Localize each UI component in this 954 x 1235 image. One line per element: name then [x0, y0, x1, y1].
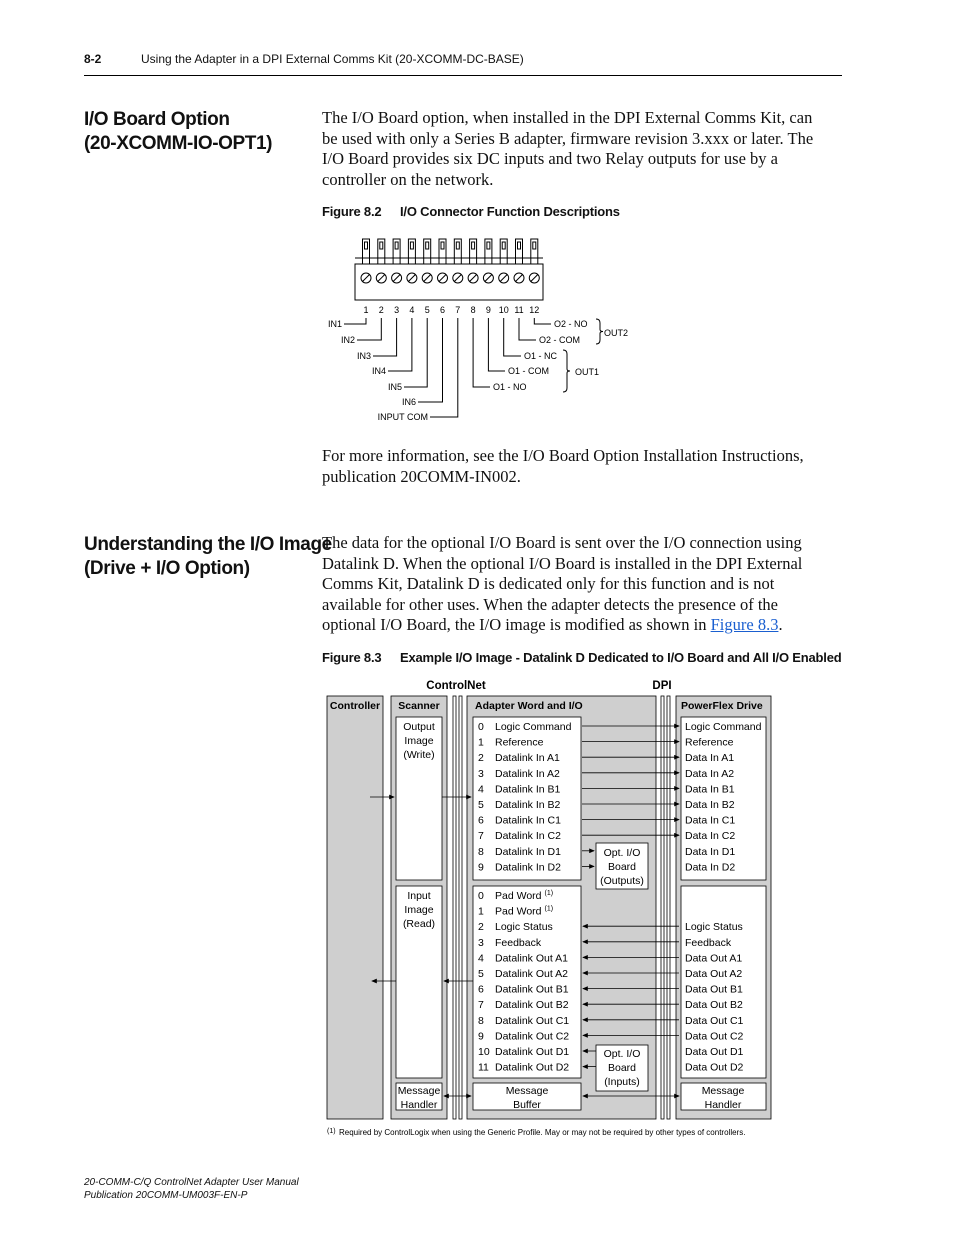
word-number: 1: [478, 736, 484, 749]
terminal-clamp-slot: [472, 242, 475, 249]
brace: [563, 350, 570, 392]
word-number: 6: [478, 814, 484, 827]
terminal-clamp-slot: [441, 242, 444, 249]
footer-publication: Publication 20COMM-UM003F-EN-P: [84, 1190, 248, 1201]
word-number: 3: [478, 936, 484, 949]
drive-output-label: Data Out A2: [685, 968, 743, 980]
dpi-label: DPI: [652, 680, 672, 692]
output-label: O1 - COM: [508, 366, 550, 376]
input-label: IN5: [387, 382, 402, 392]
word-number: 1: [478, 905, 484, 918]
terminal-number: 9: [485, 305, 491, 315]
output-word-label: Datalink In C1: [495, 814, 561, 827]
output-lead: [504, 318, 521, 356]
paragraph-line: controller on the network.: [322, 169, 494, 189]
drive-input-label: Data In A1: [685, 752, 735, 765]
footer-manual-title: 20-COMM-C/Q ControlNet Adapter User Manual: [84, 1177, 299, 1188]
io-board-paragraph: [322, 108, 852, 190]
section-title-line: Understanding the I/O Image: [84, 534, 332, 555]
adapter-message-label: Message: [505, 1085, 549, 1097]
section-title-line: (Drive + I/O Option): [84, 558, 250, 579]
word-number: 5: [478, 799, 484, 811]
output-word-label: Datalink In D2: [495, 861, 561, 874]
io-image-diagram: [320, 674, 800, 1144]
output-word-label: Logic Command: [495, 721, 572, 733]
paragraph-line: publication 20COMM-IN002.: [322, 466, 521, 486]
footnote-ref: (1): [544, 905, 554, 913]
drive-input-label: Data In D1: [685, 845, 736, 858]
output-word-label: Datalink In D1: [495, 845, 561, 858]
dpi-bus: [661, 696, 664, 1119]
drive-input-label: Logic Command: [685, 721, 762, 733]
drive-output-label: Data Out A1: [685, 952, 743, 965]
paragraph-line: I/O Board provides six DC inputs and two Relay outputs for use by a: [322, 149, 778, 168]
word-number: 0: [478, 721, 484, 733]
terminal-clamp-slot: [487, 242, 490, 249]
word-number: 3: [478, 767, 484, 780]
terminal-number: 2: [378, 305, 384, 315]
controller-panel: [327, 696, 383, 1119]
word-number: 2: [478, 752, 484, 765]
terminal-number: 6: [439, 305, 446, 315]
word-number: 6: [478, 983, 484, 996]
terminal-clamp-slot: [502, 242, 505, 249]
word-number: 7: [478, 830, 484, 843]
group-label-out1: OUT1: [575, 367, 600, 377]
input-label: INPUT COM: [377, 412, 428, 422]
header-rule: [84, 75, 842, 76]
paragraph-line: For more information, see the I/O Board Option Installation Instructions,: [322, 446, 804, 465]
group-label-out2: OUT2: [604, 328, 629, 338]
dpi-bus: [667, 696, 670, 1119]
terminal-number: 10: [498, 305, 509, 315]
output-word-label: Datalink In B1: [495, 783, 561, 796]
scanner-input-label: Image: [404, 904, 434, 916]
word-number: 7: [478, 999, 484, 1012]
page-number: 8-2: [84, 52, 102, 66]
output-lead: [473, 318, 490, 387]
running-title: Using the Adapter in a DPI External Comms Kit (20-XCOMM-DC-BASE): [141, 52, 524, 66]
drive-output-label: Data Out D2: [685, 1061, 744, 1074]
input-word-label: Feedback: [495, 936, 542, 949]
column-header-drive: PowerFlex Drive: [681, 700, 763, 712]
scanner-message-label: Handler: [400, 1099, 438, 1111]
paragraph-line: The data for the optional I/O Board is sent over the I/O connection using: [322, 533, 802, 552]
section-title-line: I/O Board Option: [84, 109, 230, 130]
opt-io-outputs-label: Board: [607, 861, 637, 873]
terminal-number: 3: [394, 305, 400, 315]
drive-message-label: Handler: [704, 1099, 742, 1111]
figure-number: Figure 8.3: [322, 650, 382, 665]
word-number: 0: [478, 890, 484, 902]
drive-input-label: Data In B1: [685, 783, 735, 796]
input-label: IN3: [356, 351, 371, 361]
terminal-number: 1: [363, 305, 369, 315]
figure-8-3-caption: [322, 650, 841, 665]
drive-output-label: Data Out C1: [685, 1014, 744, 1027]
terminal-number: 12: [529, 305, 540, 315]
paragraph-line: Comms Kit, Datalink D is dedicated only for this function and is not: [322, 574, 775, 593]
output-word-label: Datalink In B2: [495, 799, 561, 811]
output-lead: [519, 318, 536, 340]
drive-input-label: Data In C2: [685, 830, 736, 843]
input-label: IN4: [371, 366, 386, 376]
input-label: IN1: [327, 319, 342, 329]
brace: [596, 319, 603, 344]
drive-input-label: Data In B2: [685, 799, 735, 811]
opt-io-inputs-label: (Inputs): [604, 1076, 640, 1088]
controlnet-label: ControlNet: [426, 680, 486, 692]
figure-8-2-caption: [322, 204, 620, 219]
terminal-number: 11: [514, 305, 524, 315]
input-word-label: Datalink Out B1: [495, 983, 569, 996]
drive-output-label: Data Out B2: [685, 999, 743, 1012]
footnote-mark: (1): [327, 1128, 336, 1135]
drive-output-label: Feedback: [685, 936, 732, 949]
word-number: 11: [478, 1061, 489, 1074]
terminal-clamp-slot: [410, 242, 413, 249]
word-number: 8: [478, 845, 484, 858]
input-word-label: Datalink Out A2: [495, 968, 568, 980]
output-label: O1 - NC: [524, 351, 558, 361]
input-word-label: Pad Word $^{(1)}$: [495, 890, 554, 902]
column-header-adapter: Adapter Word and I/O: [475, 700, 583, 712]
terminal-clamp-slot: [518, 242, 521, 249]
paragraph-line: The I/O Board option, when installed in the DPI External Comms Kit, can: [322, 108, 813, 127]
opt-io-inputs-label: Board: [607, 1062, 637, 1074]
column-header-scanner: Scanner: [398, 700, 440, 712]
io-connector-diagram: [320, 232, 640, 427]
terminal-clamp-slot: [533, 242, 536, 249]
controlnet-bus: [453, 696, 456, 1119]
input-word-label: Datalink Out D2: [495, 1061, 570, 1074]
drive-input-label: Data In D2: [685, 861, 736, 874]
drive-output-label: Data Out C2: [685, 1030, 744, 1043]
scanner-output-label: Output: [403, 721, 435, 733]
paragraph-line: [322, 615, 852, 636]
terminal-clamp-slot: [456, 242, 459, 249]
input-lead: [344, 318, 366, 324]
word-number: 10: [478, 1046, 490, 1058]
input-lead: [404, 318, 427, 387]
io-image-paragraph: [322, 533, 852, 636]
output-label: O2 - COM: [539, 335, 581, 345]
output-label: O1 - NO: [493, 382, 527, 392]
input-label: IN2: [340, 335, 355, 345]
footnote-text: Required by ControlLogix when using the Generic Profile. May or may not be required by other types of controllers.: [339, 1128, 746, 1137]
output-lead: [488, 318, 505, 371]
opt-io-outputs-label: Opt. I/O: [603, 847, 641, 859]
scanner-input-label: Input: [407, 890, 431, 902]
terminal-clamp-slot: [365, 242, 368, 249]
section-title-line: (20-XCOMM-IO-OPT1): [84, 133, 273, 154]
terminal-number: 4: [409, 305, 415, 315]
drive-message-label: Message: [701, 1085, 745, 1097]
drive-input-label: Data In C1: [685, 814, 736, 827]
section-title-io-board: [84, 108, 272, 156]
opt-io-inputs-label: Opt. I/O: [603, 1048, 641, 1060]
output-word-label: Reference: [495, 736, 544, 749]
paragraph-line: available for other uses. When the adapter detects the presence of the: [322, 594, 778, 614]
scanner-message-label: Message: [397, 1085, 441, 1097]
paragraph-text: .: [778, 615, 783, 634]
terminal-number: 5: [424, 305, 430, 315]
output-lead: [534, 318, 551, 324]
terminal-clamp-slot: [380, 242, 383, 249]
input-word-label: Datalink Out A1: [495, 952, 568, 965]
section-title-io-image: [84, 533, 332, 581]
drive-input-label: Data In A2: [685, 767, 735, 780]
output-word-label: Datalink In A1: [495, 752, 560, 765]
input-word-label: Datalink Out C1: [495, 1014, 570, 1027]
input-word-label: Datalink Out B2: [495, 999, 569, 1012]
figure-number: Figure 8.2: [322, 204, 382, 219]
terminal-number: 8: [470, 305, 476, 315]
figure-title: I/O Connector Function Descriptions: [400, 204, 620, 219]
input-lead: [388, 318, 412, 371]
word-number: 8: [478, 1014, 484, 1027]
opt-io-outputs-label: (Outputs): [600, 875, 644, 887]
paragraph-line: be used with only a Series B adapter, firmware revision 3.xxx or later. The: [322, 128, 814, 148]
footnote-ref: (1): [544, 890, 554, 897]
input-lead: [373, 318, 397, 356]
terminal-block-body: [355, 264, 543, 300]
input-label: IN6: [401, 397, 416, 407]
word-number: 9: [478, 861, 484, 874]
input-lead: [418, 318, 443, 402]
figure-8-3-link[interactable]: Figure 8.3: [710, 615, 779, 634]
word-number: 4: [478, 783, 484, 796]
drive-input-label: Reference: [685, 736, 734, 749]
adapter-message-label: Buffer: [513, 1099, 541, 1111]
terminal-clamp-slot: [426, 242, 429, 249]
input-word-label: Datalink Out D1: [495, 1046, 570, 1058]
input-word-label: Pad Word $^{(1)}$: [495, 905, 554, 918]
scanner-output-label: Image: [404, 735, 434, 747]
paragraph-text: optional I/O Board, the I/O image is modified as shown in: [322, 615, 711, 634]
drive-output-label: Logic Status: [685, 921, 743, 934]
footer: [84, 1176, 299, 1202]
drive-output-label: Data Out B1: [685, 983, 743, 996]
terminal-number: 7: [455, 305, 461, 315]
word-number: 5: [478, 968, 484, 980]
figure-title: Example I/O Image - Datalink D Dedicated to I/O Board and All I/O Enabled: [400, 650, 842, 665]
drive-output-label: Data Out D1: [685, 1046, 744, 1058]
paragraph-line: Datalink D. When the optional I/O Board is installed in the DPI External: [322, 553, 803, 573]
word-number: 2: [478, 921, 484, 934]
word-number: 9: [478, 1030, 484, 1043]
input-word-label: Logic Status: [495, 921, 553, 934]
output-word-label: Datalink In C2: [495, 830, 561, 843]
scanner-output-label: (Write): [403, 749, 435, 761]
terminal-clamp-slot: [395, 242, 398, 249]
controlnet-bus: [459, 696, 462, 1119]
word-number: 4: [478, 952, 484, 965]
output-word-label: Datalink In A2: [495, 767, 560, 780]
column-header-controller: Controller: [329, 700, 381, 712]
output-label: O2 - NO: [554, 319, 588, 329]
more-info-paragraph: [322, 446, 852, 487]
input-word-label: Datalink Out C2: [495, 1030, 570, 1043]
scanner-input-label: (Read): [402, 918, 436, 930]
input-lead: [357, 318, 381, 340]
